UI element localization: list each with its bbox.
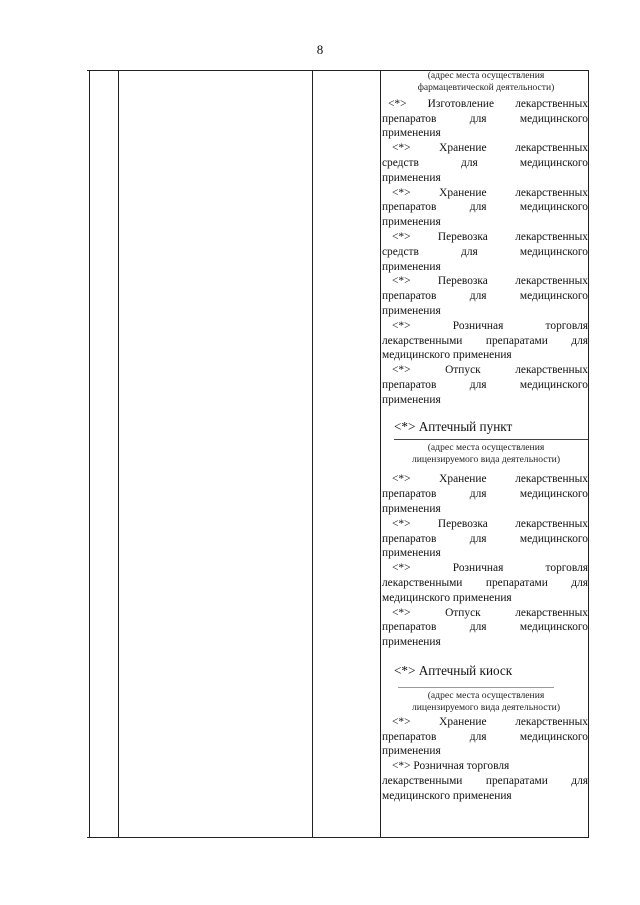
table-column-divider: [588, 70, 589, 838]
table-bottom-border: [87, 837, 589, 838]
caption-line: (адрес места осуществления: [427, 689, 545, 701]
section-heading-pharmacy-kiosk: <*> Аптечный киоск: [394, 662, 513, 678]
table-column-divider: [89, 70, 90, 838]
activity-item: [382, 141, 588, 185]
activity-line: <*> Хранение лекарственных: [392, 473, 588, 486]
activity-item: [382, 561, 588, 605]
activity-item: [382, 715, 588, 759]
activity-line: <*> Хранение лекарственных: [392, 142, 588, 155]
activity-item: [382, 186, 588, 230]
activity-line: <*> Изготовление лекарственных: [388, 97, 588, 110]
caption-line: лицензируемого вида деятельности): [411, 453, 561, 465]
activity-item: [382, 517, 588, 561]
license-activities-cell: [384, 70, 588, 804]
activity-line: лекарственными препаратами для: [382, 774, 588, 787]
caption-line: лицензируемого вида деятельности): [411, 702, 561, 714]
table-column-divider: [312, 70, 313, 838]
address-caption: [384, 690, 588, 715]
activity-item: [382, 230, 588, 274]
address-underline: [398, 687, 554, 688]
address-caption: [384, 70, 588, 95]
activity-line: медицинского применения: [382, 789, 512, 802]
activity-line: препаратов для медицинского: [382, 201, 588, 214]
activity-item: [382, 606, 588, 650]
activity-line: препаратов для медицинского: [382, 730, 588, 743]
activity-line: применения: [382, 547, 441, 560]
activity-line: применения: [382, 304, 441, 317]
activity-item: [382, 759, 588, 803]
caption-line: (адрес места осуществления: [427, 70, 545, 81]
activity-line: применения: [382, 260, 441, 273]
activity-line: применения: [382, 127, 441, 140]
activity-line: средств для медицинского: [382, 157, 588, 169]
activity-line: препаратов для медицинского: [382, 532, 588, 545]
activity-line: <*> Розничная торговля: [392, 760, 510, 773]
activity-item: [382, 274, 588, 318]
activity-line: <*> Перевозка лекарственных: [392, 230, 588, 243]
table-column-divider: [118, 70, 119, 838]
activity-line: медицинского применения: [382, 349, 512, 362]
activity-line: лекарственными препаратами для: [382, 576, 588, 589]
page-number: 8: [316, 42, 324, 57]
activity-line: применения: [382, 171, 441, 184]
activity-list-pharmacy-kiosk: [382, 715, 588, 804]
activity-item: [382, 472, 588, 516]
caption-line: (адрес места осуществления: [427, 441, 545, 453]
activity-line: <*> Розничная торговля: [392, 562, 588, 575]
activity-line: препаратов для медицинского: [382, 290, 588, 303]
activity-line: применения: [382, 745, 441, 758]
activity-item: [382, 97, 588, 141]
activity-line: препаратов для медицинского: [382, 378, 588, 391]
activity-item: [382, 363, 588, 407]
activity-line: применения: [382, 502, 441, 515]
activity-line: <*> Перевозка лекарственных: [392, 275, 588, 288]
table-column-divider: [380, 70, 381, 838]
section-heading-pharmacy-point: <*> Аптечный пункт: [394, 418, 513, 434]
activity-line: применения: [382, 636, 441, 649]
address-underline: [394, 439, 588, 440]
activity-line: средств для медицинского: [382, 245, 588, 258]
activity-line: препаратов для медицинского: [382, 488, 588, 501]
activity-line: <*> Хранение лекарственных: [392, 186, 588, 199]
activity-line: применения: [382, 393, 441, 406]
activity-line: <*> Хранение лекарственных: [392, 715, 588, 728]
caption-line: фармацевтической деятельности): [417, 82, 555, 94]
activity-item: [382, 319, 588, 363]
activity-list-pharmacy: [382, 97, 588, 408]
activity-line: препаратов для медицинского: [382, 112, 588, 125]
activity-line: <*> Отпуск лекарственных: [392, 364, 588, 377]
activity-line: лекарственными препаратами для: [382, 334, 588, 347]
activity-line: <*> Розничная торговля: [392, 319, 588, 332]
activity-line: медицинского применения: [382, 591, 512, 604]
activity-line: препаратов для медицинского: [382, 621, 588, 634]
address-caption: [384, 442, 588, 467]
activity-line: <*> Отпуск лекарственных: [392, 606, 588, 619]
activity-list-pharmacy-point: [382, 472, 588, 650]
activity-line: применения: [382, 216, 441, 229]
activity-line: <*> Перевозка лекарственных: [392, 517, 588, 530]
